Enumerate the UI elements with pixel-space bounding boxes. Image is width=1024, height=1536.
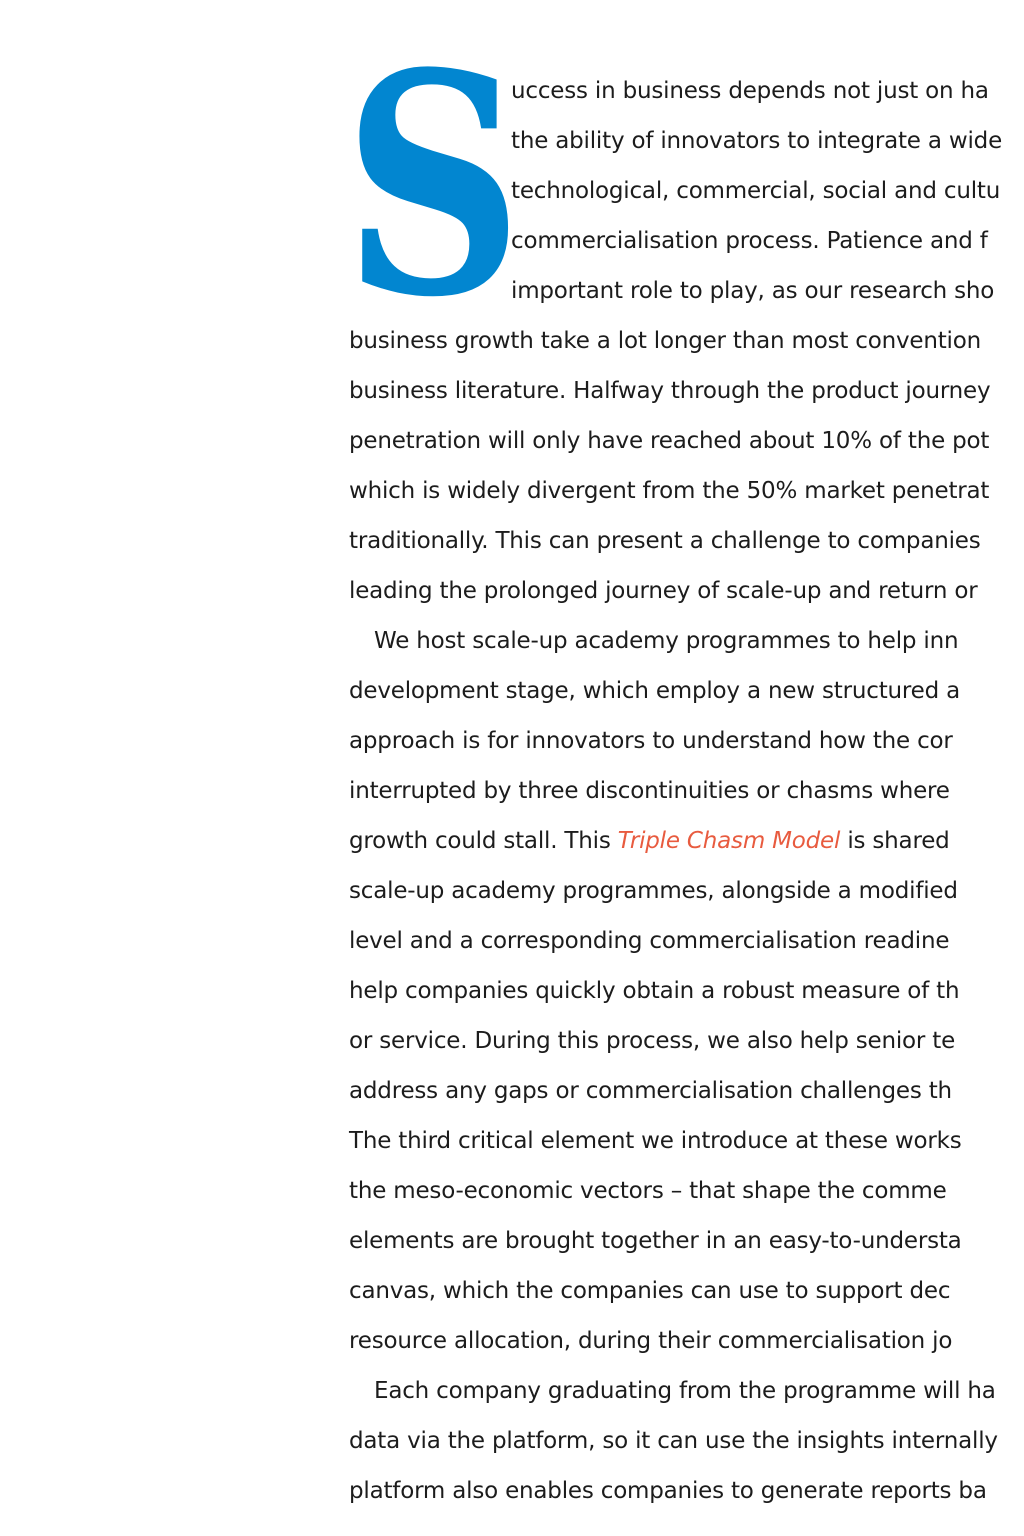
text-line: penetration will only have reached about 10% of the pot — [349, 428, 990, 454]
text-line: business growth take a lot longer than most convention — [349, 328, 981, 354]
paragraph-start-line: We host scale-up academy programmes to help inn — [374, 628, 959, 654]
text-line: approach is for innovators to understand how the cor — [349, 728, 953, 754]
text-line: help companies quickly obtain a robust measure of th — [349, 978, 960, 1004]
paragraph-start-line: Each company graduating from the programme will ha — [374, 1378, 996, 1404]
text-line: technological, commercial, social and cultu — [511, 178, 1001, 204]
text-line: uccess in business depends not just on ha — [511, 78, 989, 104]
text-line: data via the platform, so it can use the insights internally — [349, 1428, 998, 1454]
text-line: which is widely divergent from the 50% market penetrat — [349, 478, 990, 504]
text-line: resource allocation, during their commercialisation jo — [349, 1328, 953, 1354]
drop-cap: S — [343, 7, 524, 364]
text-line-with-highlight — [349, 816, 950, 866]
text-line: traditionally. This can present a challenge to companies — [349, 528, 981, 554]
text-segment: is shared — [840, 828, 950, 854]
text-line: scale-up academy programmes, alongside a modified — [349, 878, 958, 904]
text-line: the meso-economic vectors – that shape the comme — [349, 1178, 947, 1204]
text-line: business literature. Halfway through the product journey — [349, 378, 991, 404]
text-line: leading the prolonged journey of scale-up and return or — [349, 578, 978, 604]
text-line: interrupted by three discontinuities or chasms where — [349, 778, 950, 804]
text-segment: growth could stall. This — [349, 828, 618, 854]
text-line: commercialisation process. Patience and f — [511, 228, 988, 254]
triple-chasm-model-highlight: Triple Chasm Model — [617, 828, 841, 854]
text-line: platform also enables companies to generate reports ba — [349, 1478, 987, 1504]
text-line: important role to play, as our research sho — [511, 278, 995, 304]
text-line: canvas, which the companies can use to support dec — [349, 1278, 951, 1304]
text-line: development stage, which employ a new structured a — [349, 678, 960, 704]
text-line: level and a corresponding commercialisation readine — [349, 928, 950, 954]
text-line: address any gaps or commercialisation challenges th — [349, 1078, 952, 1104]
text-line: or service. During this process, we also help senior te — [349, 1028, 956, 1054]
text-line: The third critical element we introduce at these works — [349, 1128, 962, 1154]
text-line: the ability of innovators to integrate a wide — [511, 128, 1003, 154]
text-line: elements are brought together in an easy-to-understa — [349, 1228, 962, 1254]
